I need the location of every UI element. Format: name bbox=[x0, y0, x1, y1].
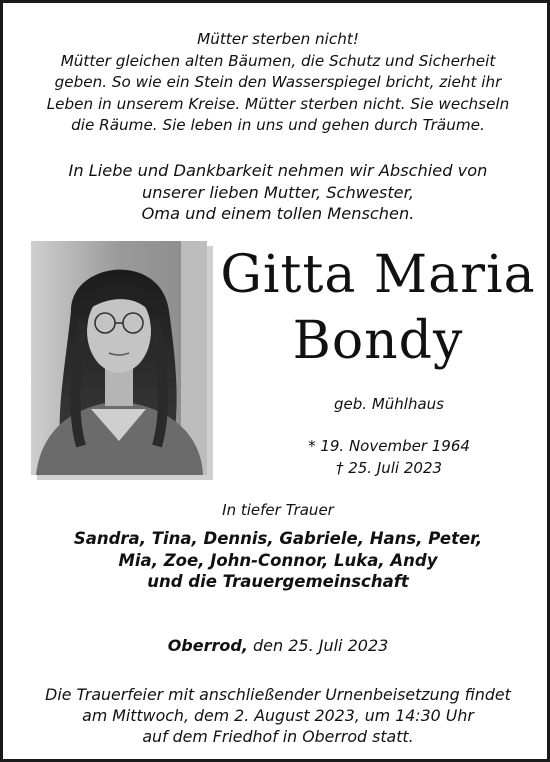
intro-text bbox=[3, 160, 550, 225]
funeral-line: Die Trauerfeier mit anschließender Urnenbeisetzung findet bbox=[45, 685, 511, 704]
place-name: Oberrod, bbox=[167, 636, 248, 655]
mourning-heading: In tiefer Trauer bbox=[222, 501, 334, 519]
intro-line: Oma und einem tollen Menschen. bbox=[141, 204, 415, 223]
funeral-line: auf dem Friedhof in Oberrod statt. bbox=[142, 727, 414, 746]
poem bbox=[3, 29, 550, 137]
notice-date: den 25. Juli 2023 bbox=[247, 636, 389, 655]
portrait-image bbox=[31, 241, 207, 475]
deceased-first-names: Gitta Maria bbox=[220, 245, 536, 305]
place-and-date bbox=[3, 635, 550, 657]
deceased-last-name: Bondy bbox=[292, 311, 464, 371]
portrait-photo bbox=[31, 241, 207, 475]
mourners-line: Mia, Zoe, John-Connor, Luka, Andy bbox=[118, 550, 438, 570]
intro-line: In Liebe und Dankbarkeit nehmen wir Abschied von bbox=[68, 161, 488, 180]
mourners-line: und die Trauergemeinschaft bbox=[147, 572, 409, 591]
funeral-line: am Mittwoch, dem 2. August 2023, um 14:30 Uhr bbox=[82, 706, 474, 725]
birth-date: * 19. November 1964 bbox=[308, 437, 470, 455]
poem-line: Mütter gleichen alten Bäumen, die Schutz und Sicherheit bbox=[60, 51, 496, 70]
poem-line: Leben in unserem Kreise. Mütter sterben nicht. Sie wechseln bbox=[46, 94, 510, 113]
poem-line: Mütter sterben nicht! bbox=[197, 30, 359, 48]
funeral-info bbox=[3, 684, 550, 747]
death-date: † 25. Juli 2023 bbox=[335, 459, 443, 477]
mourners-list bbox=[3, 528, 550, 593]
poem-line: geben. So wie ein Stein den Wasserspiegel bricht, zieht ihr bbox=[54, 73, 502, 91]
mourners-line: Sandra, Tina, Dennis, Gabriele, Hans, Peter, bbox=[73, 529, 483, 548]
poem-line: die Räume. Sie leben in uns und gehen durch Träume. bbox=[71, 116, 485, 134]
birth-name: geb. Mühlhaus bbox=[334, 395, 444, 413]
intro-line: unserer lieben Mutter, Schwester, bbox=[142, 182, 414, 202]
